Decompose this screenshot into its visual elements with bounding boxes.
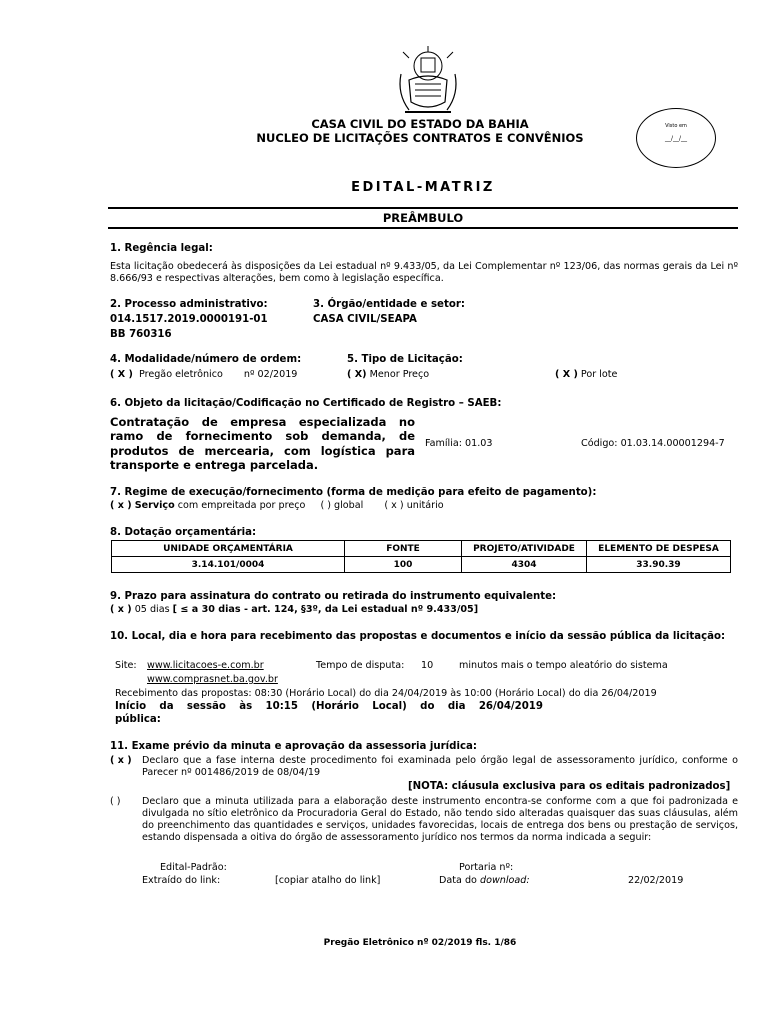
s7-mark: ( x ) xyxy=(110,500,132,511)
s11-nota: [NOTA: cláusula exclusiva para os editais padronizados] xyxy=(408,781,731,792)
s11-mark-1: ( x ) xyxy=(110,755,132,766)
document-title: EDITAL-MATRIZ xyxy=(351,180,495,195)
site-link-licitacoes[interactable]: www.licitacoes-e.com.br xyxy=(147,660,264,671)
s5-lote-line xyxy=(555,369,617,381)
header-line-1: CASA CIVIL DO ESTADO DA BAHIA xyxy=(311,117,529,131)
s10-inicio-line-1: Início da sessão às 10:15 (Horário Local) do dia 26/04/2019 xyxy=(115,701,543,712)
table-row xyxy=(112,557,731,573)
s5-lote: Por lote xyxy=(580,369,618,380)
s6-codigo: Código: 01.03.14.00001294-7 xyxy=(581,438,725,449)
s4-mark: ( X ) xyxy=(110,369,133,380)
table-header-cell: PROJETO/ATIVIDADE xyxy=(462,541,587,557)
s11-download: download: xyxy=(479,875,530,886)
s11-atalho: [copiar atalho do link] xyxy=(275,875,381,886)
s7-servico: Serviço xyxy=(134,500,175,511)
s10-recebimento: Recebimento das propostas: 08:30 (Horário Local) do dia 24/04/2019 às 10:00 (Horário Local) do dia 26/04/2019 xyxy=(115,688,657,699)
s4-numero: nº 02/2019 xyxy=(243,369,298,380)
s9-regra: [ ≤ a 30 dias - art. 124, §3º, da Lei estadual nº 9.433/05] xyxy=(172,604,479,615)
s11-edital: Edital-Padrão: xyxy=(160,862,227,873)
s9-mark: ( x ) xyxy=(110,604,132,615)
table-header-cell: UNIDADE ORÇAMENTÁRIA xyxy=(112,541,345,557)
table-header-cell: ELEMENTO DE DESPESA xyxy=(587,541,731,557)
divider-preambulo xyxy=(108,227,738,229)
s11-data-label: Data do xyxy=(439,875,477,886)
s10-tempo-label: Tempo de disputa: xyxy=(316,660,405,671)
s10-site-label: Site: xyxy=(115,660,137,671)
s5-mark-2: ( X ) xyxy=(555,369,578,380)
visto-stamp xyxy=(636,108,716,168)
s4-modalidade: Pregão eletrônico xyxy=(138,369,223,380)
s11-data-valor: 22/02/2019 xyxy=(628,875,684,886)
s7-label: 7. Regime de execução/fornecimento (forma de medição para efeito de pagamento): xyxy=(110,487,597,498)
table-header-row xyxy=(112,541,731,557)
s9-line xyxy=(110,604,478,616)
s5-mark-1: ( X) xyxy=(347,369,367,380)
table-header-cell: FONTE xyxy=(345,541,462,557)
state-coat-of-arms xyxy=(395,44,461,116)
site-link-comprasnet[interactable]: www.comprasnet.ba.gov.br xyxy=(147,674,278,685)
s1-text: Esta licitação obedecerá às disposições da Lei estadual nº 9.433/05, da Lei Complementar nº 123/06, das normas gerais da Lei nº 8.666/93 e respectivas alterações, bem como à legislação específica. xyxy=(110,261,738,284)
preambulo-heading: PREÂMBULO xyxy=(382,211,464,225)
s3-label: 3. Órgão/entidade e setor: xyxy=(313,299,465,310)
s9-dias: 05 dias xyxy=(134,604,170,615)
stamp-date: __/__/__ xyxy=(664,135,688,142)
s6-objeto: Contratação de empresa especializada no ramo de fornecimento sob demanda, de produtos de mercearia, com logística para transporte e entrega parcelada. xyxy=(110,415,415,472)
s2-label: 2. Processo administrativo: xyxy=(110,299,268,310)
s7-global: ( ) global xyxy=(320,500,364,511)
table-cell: 100 xyxy=(345,557,462,573)
s11-mark-2: ( ) xyxy=(110,796,121,807)
s11-text-2: Declaro que a minuta utilizada para a elaboração deste instrumento encontra-se conforme com a que foi padronizada e divulgada no sítio eletrônico da Procuradoria Geral do Estado, não tendo sido alteradas quaisquer das suas cláusulas, além do preenchimento das quantidades e serviços, unidades favorecidas, locais de entrega dos bens ou prestação de serviços, estando dispensada a oitiva do órgão de assessoramento jurídico nos termos da norma indicada a seguir: xyxy=(142,796,738,843)
table-cell: 4304 xyxy=(462,557,587,573)
s2-bb-number: BB 760316 xyxy=(110,329,172,340)
table-cell: 3.14.101/0004 xyxy=(112,557,345,573)
page-footer: Pregão Eletrônico nº 02/2019 fls. 1/86 xyxy=(323,938,517,948)
s11-extraido: Extraído do link: xyxy=(142,875,221,886)
s1-label: 1. Regência legal: xyxy=(110,243,213,254)
s11-text-1: Declaro que a fase interna deste procedimento foi examinada pelo órgão legal de assessoramento jurídico, conforme o Parecer nº 001486/2019 de 08/04/19 xyxy=(142,755,738,778)
s6-label: 6. Objeto da licitação/Codificação no Certificado de Registro – SAEB: xyxy=(110,398,502,409)
s5-tipo: Menor Preço xyxy=(369,369,430,380)
table-cell: 33.90.39 xyxy=(587,557,731,573)
s9-label: 9. Prazo para assinatura do contrato ou retirada do instrumento equivalente: xyxy=(110,591,557,602)
s4-label: 4. Modalidade/número de ordem: xyxy=(110,354,302,365)
s2-process-number: 014.1517.2019.0000191-01 xyxy=(110,314,268,325)
s11-data-line xyxy=(439,875,530,887)
s11-portaria: Portaria nº: xyxy=(459,862,514,873)
s7-unitario: ( x ) unitário xyxy=(384,500,444,511)
s10-tempo-texto: minutos mais o tempo aleatório do sistema xyxy=(459,660,668,671)
s4-line xyxy=(110,369,297,381)
s10-tempo-valor: 10 xyxy=(421,660,434,671)
s5-label: 5. Tipo de Licitação: xyxy=(347,354,463,365)
s5-tipo-line xyxy=(347,369,429,381)
s11-label: 11. Exame prévio da minuta e aprovação da assessoria jurídica: xyxy=(110,741,477,752)
s10-label: 10. Local, dia e hora para recebimento das propostas e documentos e início da sessão pública da licitação: xyxy=(110,631,726,642)
header-line-2: NUCLEO DE LICITAÇÕES CONTRATOS E CONVÊNIOS xyxy=(256,131,584,145)
s3-value: CASA CIVIL/SEAPA xyxy=(313,314,417,325)
s7-line xyxy=(110,500,444,512)
divider-top xyxy=(108,207,738,209)
s7-empreitada: com empreitada por preço xyxy=(177,500,306,511)
s10-inicio-line-2: pública: xyxy=(115,714,161,725)
s8-label: 8. Dotação orçamentária: xyxy=(110,527,257,538)
s6-familia: Família: 01.03 xyxy=(425,438,493,449)
stamp-title: Visto em xyxy=(665,123,687,129)
dotacao-table xyxy=(111,540,731,573)
